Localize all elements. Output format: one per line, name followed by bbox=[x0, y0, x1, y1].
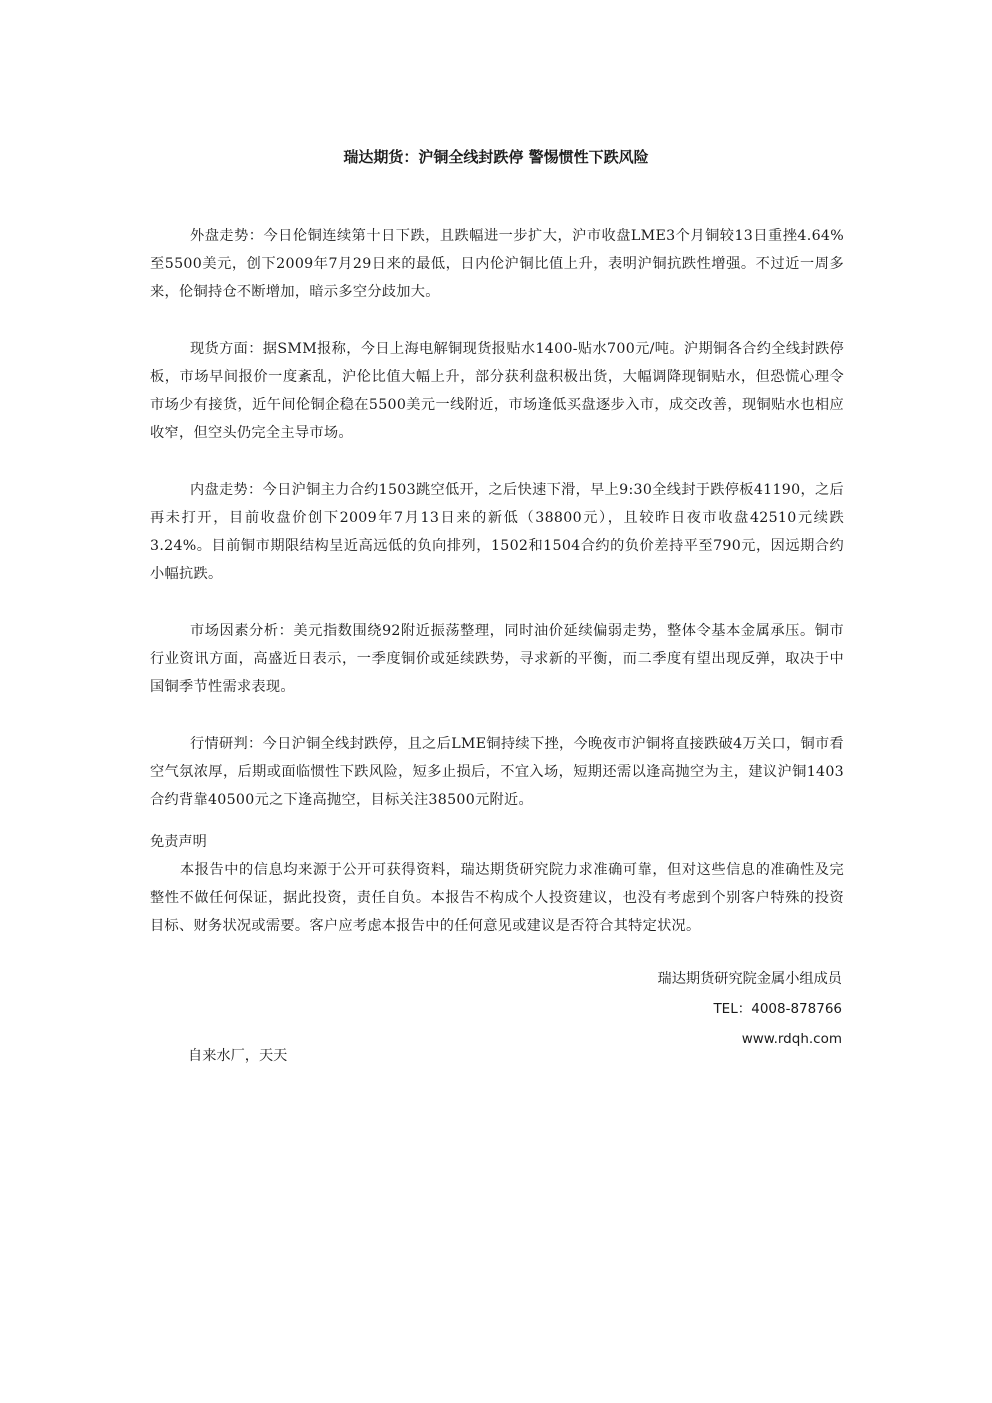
signature-tel: TEL：4008-878766 bbox=[713, 1001, 842, 1017]
footer-note: 自来水厂，天天 bbox=[188, 1048, 288, 1064]
disclaimer-heading: 免责声明 bbox=[150, 834, 207, 850]
disclaimer-text: 本报告中的信息均来源于公开可获得资料，瑞达期货研究院力求准确可靠，但对这些信息的准确性及完整性不做任何保证，据此投资，责任自负。本报告不构成个人投资建议，也没有考虑到个别客户特殊的投资目标、财务状况或需要。客户应考虑本报告中的任何意见或建议是否符合其特定状况。 bbox=[150, 862, 844, 934]
paragraph-spot-market: 现货方面：据SMM报称，今日上海电解铜现货报贴水1400-贴水700元/吨。沪期铜各合约全线封跌停板，市场早间报价一度紊乱，沪伦比值大幅上升，部分获利盘积极出货，大幅调降现铜贴水，但恐慌心理令市场少有接货，近午间伦铜企稳在5500美元一线附近，市场逢低买盘逐步入市，成交改善，现铜贴水也相应收窄，但空头仍完全主导市场。 bbox=[150, 341, 844, 441]
paragraph-market-factors: 市场因素分析：美元指数围绕92附近振荡整理，同时油价延续偏弱走势，整体令基本金属承压。铜市行业资讯方面，高盛近日表示，一季度铜价或延续跌势，寻求新的平衡，而二季度有望出现反弹，取决于中国铜季节性需求表现。 bbox=[150, 623, 844, 695]
paragraph-overseas-market: 外盘走势：今日伦铜连续第十日下跌，且跌幅进一步扩大，沪市收盘LME3个月铜较13日重挫4.64%至5500美元，创下2009年7月29日来的最低，日内伦沪铜比值上升，表明沪铜抗跌性增强。不过近一周多来，伦铜持仓不断增加，暗示多空分歧加大。 bbox=[150, 228, 844, 300]
article-body bbox=[150, 222, 844, 940]
paragraph-domestic-market: 内盘走势：今日沪铜主力合约1503跳空低开，之后快速下滑，早上9:30全线封于跌停板41190，之后再未打开，目前收盘价创下2009年7月13日来的新低（38800元），且较昨日夜市收盘42510元续跌3.24%。目前铜市期限结构呈近高远低的负向排列，1502和1504合约的负价差持平至790元，因远期合约小幅抗跌。 bbox=[150, 482, 844, 582]
disclaimer-section bbox=[150, 828, 844, 940]
signature-team: 瑞达期货研究院金属小组成员 bbox=[657, 971, 842, 987]
document-title: 瑞达期货：沪铜全线封跌停 警惕惯性下跌风险 bbox=[343, 148, 649, 166]
signature-block bbox=[658, 964, 842, 1054]
paragraph-outlook: 行情研判：今日沪铜全线封跌停，且之后LME铜持续下挫，今晚夜市沪铜将直接跌破4万关口，铜市看空气氛浓厚，后期或面临惯性下跌风险，短多止损后，不宜入场，短期还需以逢高抛空为主，建议沪铜1403合约背靠40500元之下逢高抛空，目标关注38500元附近。 bbox=[150, 736, 844, 808]
signature-website: www.rdqh.com bbox=[741, 1031, 842, 1047]
